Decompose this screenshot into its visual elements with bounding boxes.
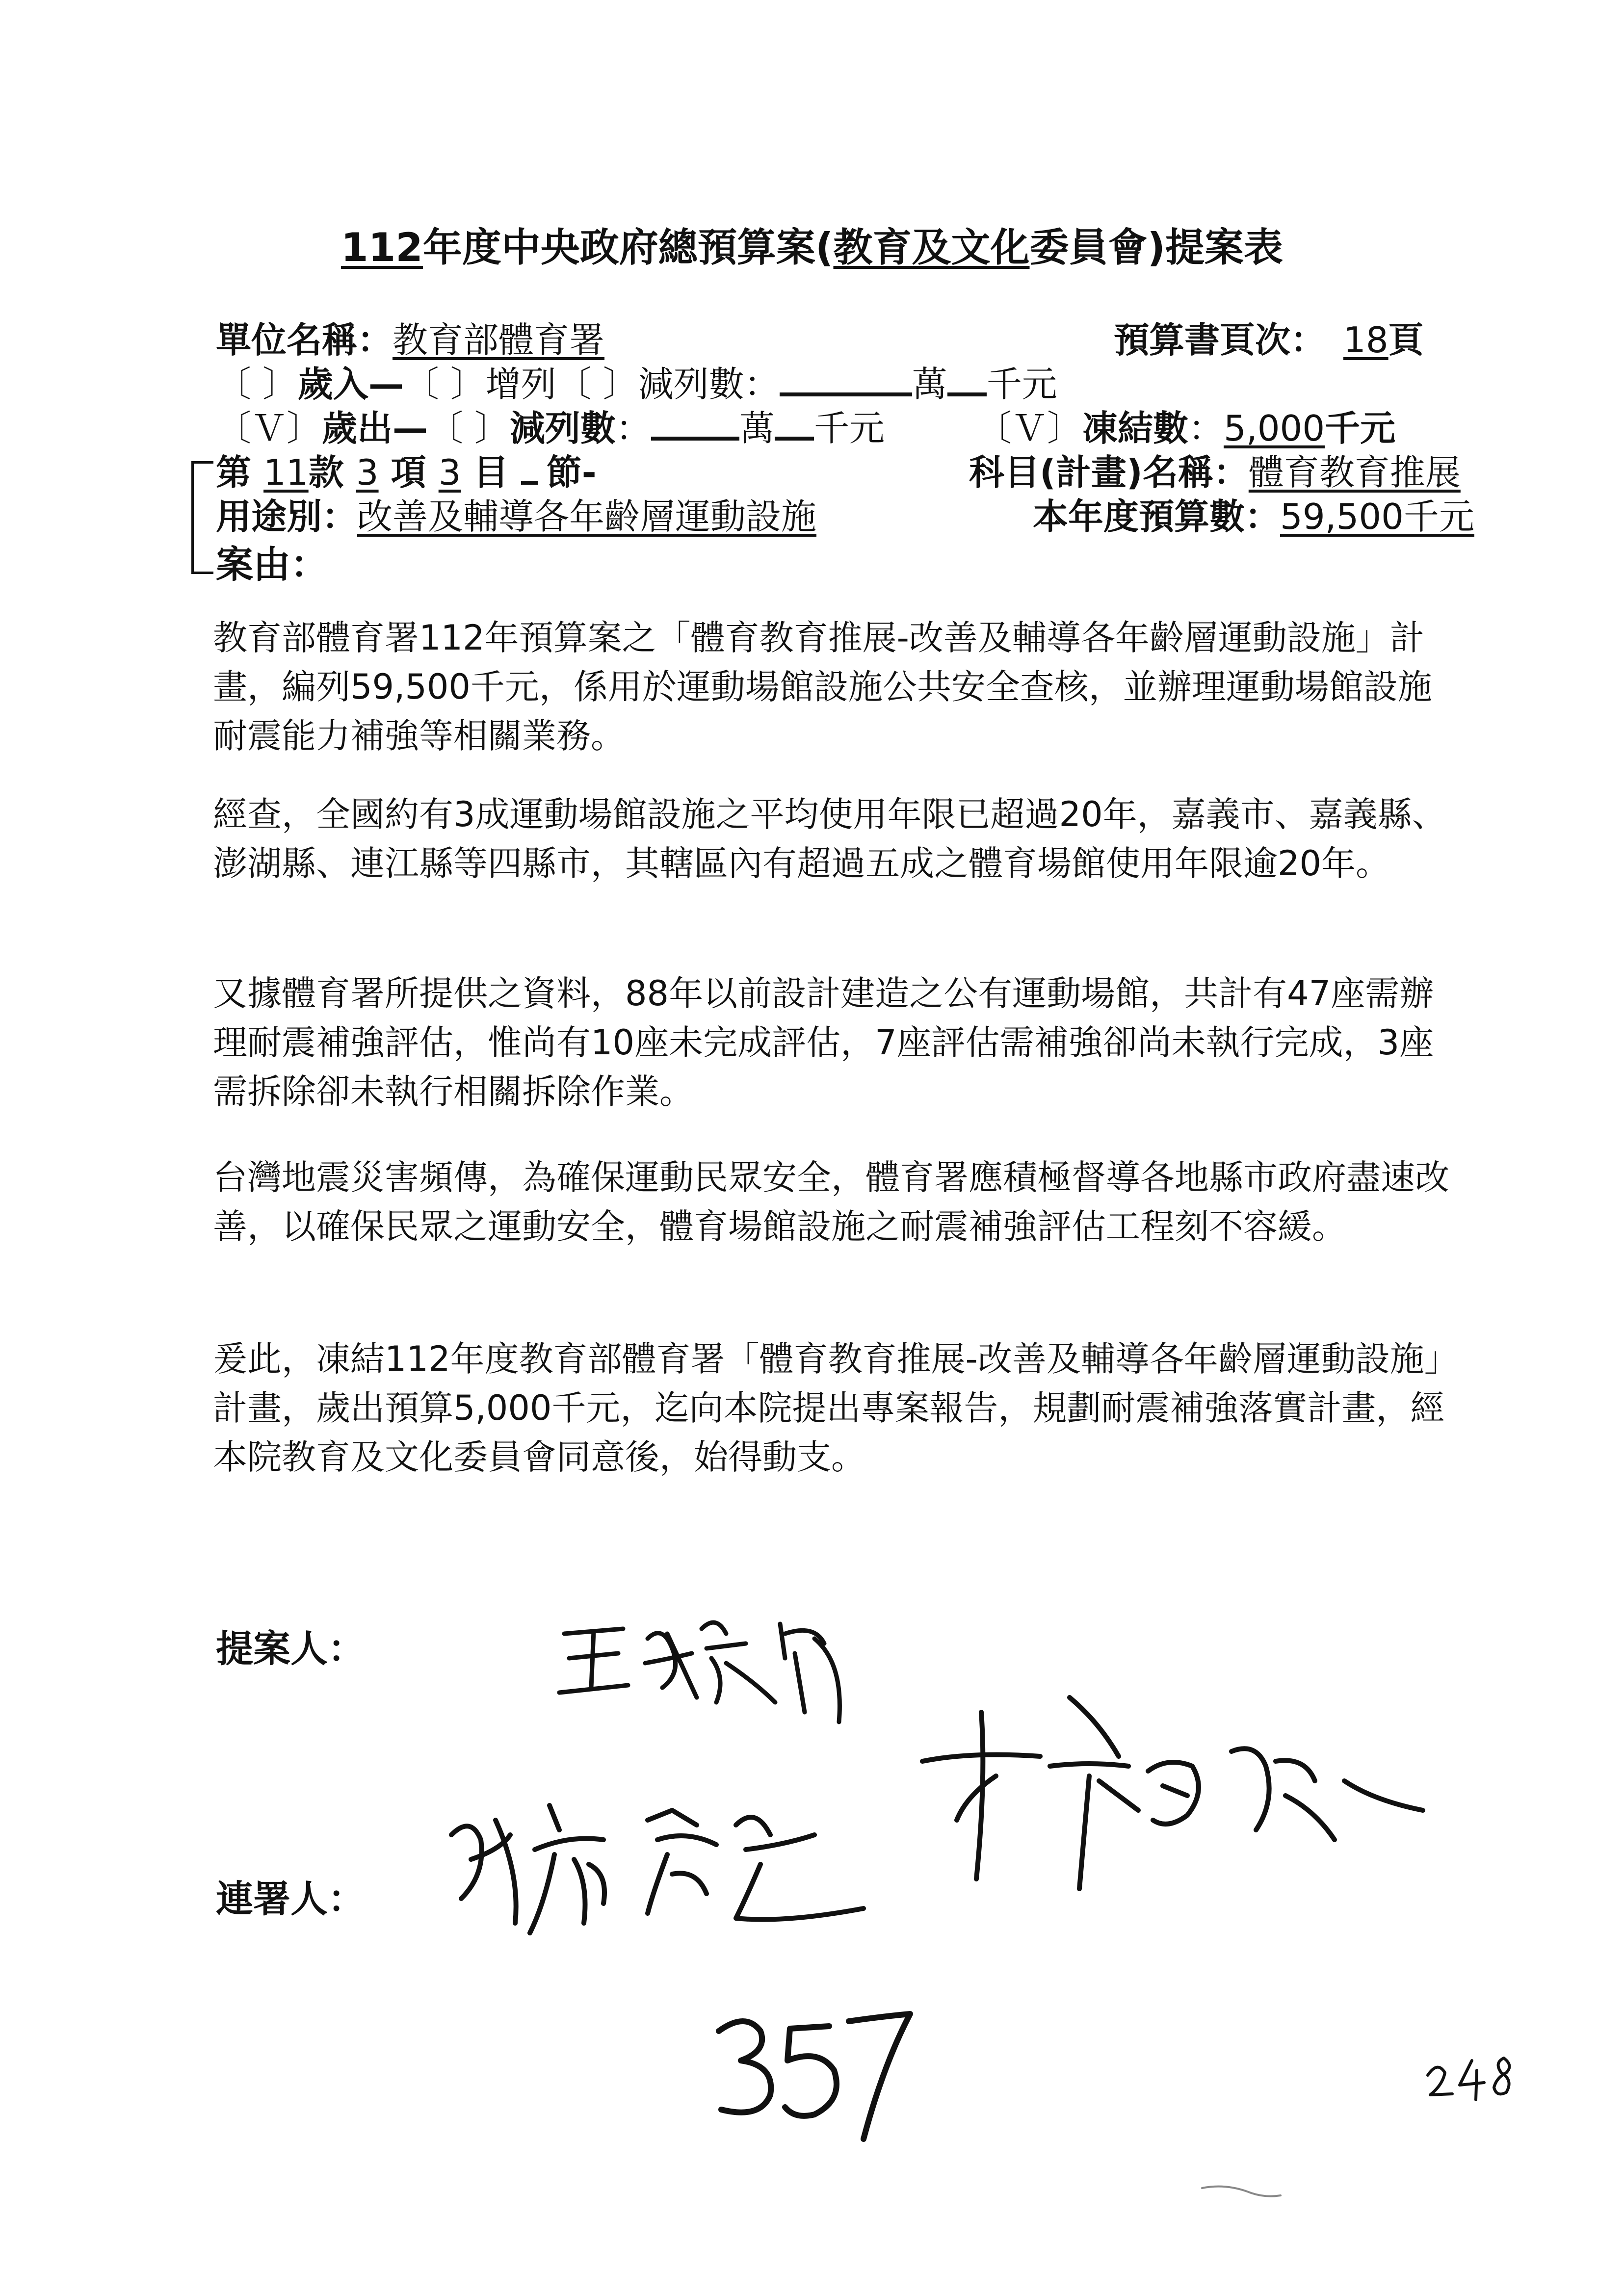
freeze-row xyxy=(976,400,1395,451)
freeze-colon: ： xyxy=(1188,408,1224,449)
revenue-options: 〔 〕增列〔 〕減列數： xyxy=(403,364,780,405)
jie-label: 節- xyxy=(546,452,597,493)
mu-label: 目 xyxy=(461,452,521,493)
title-committee: 教育及文化 xyxy=(833,225,1030,270)
paragraph-3: 又據體育署所提供之資料，88年以前設計建造之公有運動場館，共計有47座需辦理耐震補強評估，惟尚有10座未完成評估，7座評估需補強卻尚未執行完成，3座需拆除卻未執行相關拆除作業。 xyxy=(213,973,1434,1112)
page-suffix: 頁 xyxy=(1388,319,1424,361)
expense-wan: 萬 xyxy=(739,408,775,449)
revenue-wan-blank xyxy=(780,358,912,396)
expense-row xyxy=(216,400,885,451)
xiang-label: 項 xyxy=(378,452,439,493)
paragraph-4: 台灣地震災害頻傳，為確保運動民眾安全，體育署應積極督導各地縣市政府盡速改善，以確保民眾之運動安全，體育場館設施之耐震補強評估工程刻不容緩。 xyxy=(213,1157,1449,1247)
purpose-value: 改善及輔導各年齡層運動設施 xyxy=(357,496,817,537)
unit-value: 教育部體育署 xyxy=(393,319,605,361)
kuan-row xyxy=(216,444,597,495)
cosigner-signature-2 xyxy=(913,1683,1433,1904)
title-part2: 委員會)提案表 xyxy=(1029,225,1283,270)
freeze-value: 5,000 xyxy=(1224,408,1325,449)
expense-colon: ： xyxy=(615,408,651,449)
page-label: 預算書頁次： xyxy=(1114,319,1326,361)
page-title xyxy=(0,216,1624,272)
subject-value: 體育教育推展 xyxy=(1248,452,1461,493)
kuan-prefix: 第 xyxy=(216,452,264,493)
revenue-row xyxy=(216,356,1057,407)
freeze-unit: 千元 xyxy=(1325,408,1396,449)
section-bracket xyxy=(191,461,213,574)
handwritten-number-357 xyxy=(707,2002,917,2144)
reason-label: 案由： xyxy=(216,543,328,586)
paragraph-1: 教育部體育署112年預算案之「體育教育推展-改善及輔導各年齡層運動設施」計畫，編列59,500千元，係用於運動場館設施公共安全查核，並辦理運動場館設施耐震能力補強等相關業務。 xyxy=(213,618,1432,756)
purpose-label: 用途別： xyxy=(216,496,358,537)
revenue-qian-blank xyxy=(947,358,987,396)
proposer-label: 提案人： xyxy=(216,1627,365,1670)
expense-wan-blank xyxy=(651,402,739,441)
budget-label: 本年度預算數： xyxy=(1033,496,1281,537)
subject-row xyxy=(969,444,1461,495)
subject-label: 科目(計畫)名稱： xyxy=(969,452,1249,493)
expense-label: 歲出— xyxy=(322,408,428,449)
mu-value: 3 xyxy=(438,452,461,493)
cosigner-signature-1 xyxy=(442,1776,873,1953)
unit-row xyxy=(216,312,604,363)
freeze-prefix: 〔Ｖ〕 xyxy=(976,408,1083,449)
revenue-wan: 萬 xyxy=(912,364,947,405)
paragraph-2: 經查，全國約有3成運動場館設施之平均使用年限已超過20年，嘉義市、嘉義縣、澎湖縣、連江縣等四縣市，其轄區內有超過五成之體育場館使用年限逾20年。 xyxy=(213,794,1446,884)
xiang-value: 3 xyxy=(356,452,379,493)
revenue-label: 歲入— xyxy=(297,364,404,405)
kuan-value: 11 xyxy=(263,452,309,493)
budget-row xyxy=(1033,488,1474,539)
proposer-signature xyxy=(550,1604,854,1732)
revenue-prefix: 〔 〕 xyxy=(216,364,298,405)
paragraph-5: 爰此，凍結112年度教育部體育署「體育教育推展-改善及輔導各年齡層運動設施」計畫，歲出預算5,000千元，迄向本院提出專案報告，規劃耐震補強落實計畫，經本院教育及文化委員會同意後，始得動支。 xyxy=(213,1339,1445,1477)
budget-value: 59,500千元 xyxy=(1280,496,1474,537)
unit-label: 單位名稱： xyxy=(216,319,393,361)
expense-qian-blank xyxy=(775,402,814,441)
title-part1: 年度中央政府總預算案( xyxy=(422,225,834,270)
revenue-qian: 千元 xyxy=(986,364,1057,405)
scan-mark xyxy=(1197,2178,1285,2208)
title-year: 112 xyxy=(341,225,423,270)
handwritten-number-248 xyxy=(1423,2051,1521,2105)
expense-qian: 千元 xyxy=(813,408,885,449)
cosigner-label: 連署人： xyxy=(216,1877,365,1921)
freeze-label: 凍結數 xyxy=(1082,408,1189,449)
jie-blank xyxy=(521,446,538,485)
purpose-row xyxy=(216,488,816,539)
page-value: 18 xyxy=(1343,319,1388,361)
kuan-label: 款 xyxy=(308,452,356,493)
expense-options-bracket: 〔 〕 xyxy=(428,408,510,449)
expense-prefix: 〔Ｖ〕 xyxy=(216,408,322,449)
expense-options-label: 減列數 xyxy=(509,408,616,449)
budget-page-row xyxy=(1114,312,1424,363)
